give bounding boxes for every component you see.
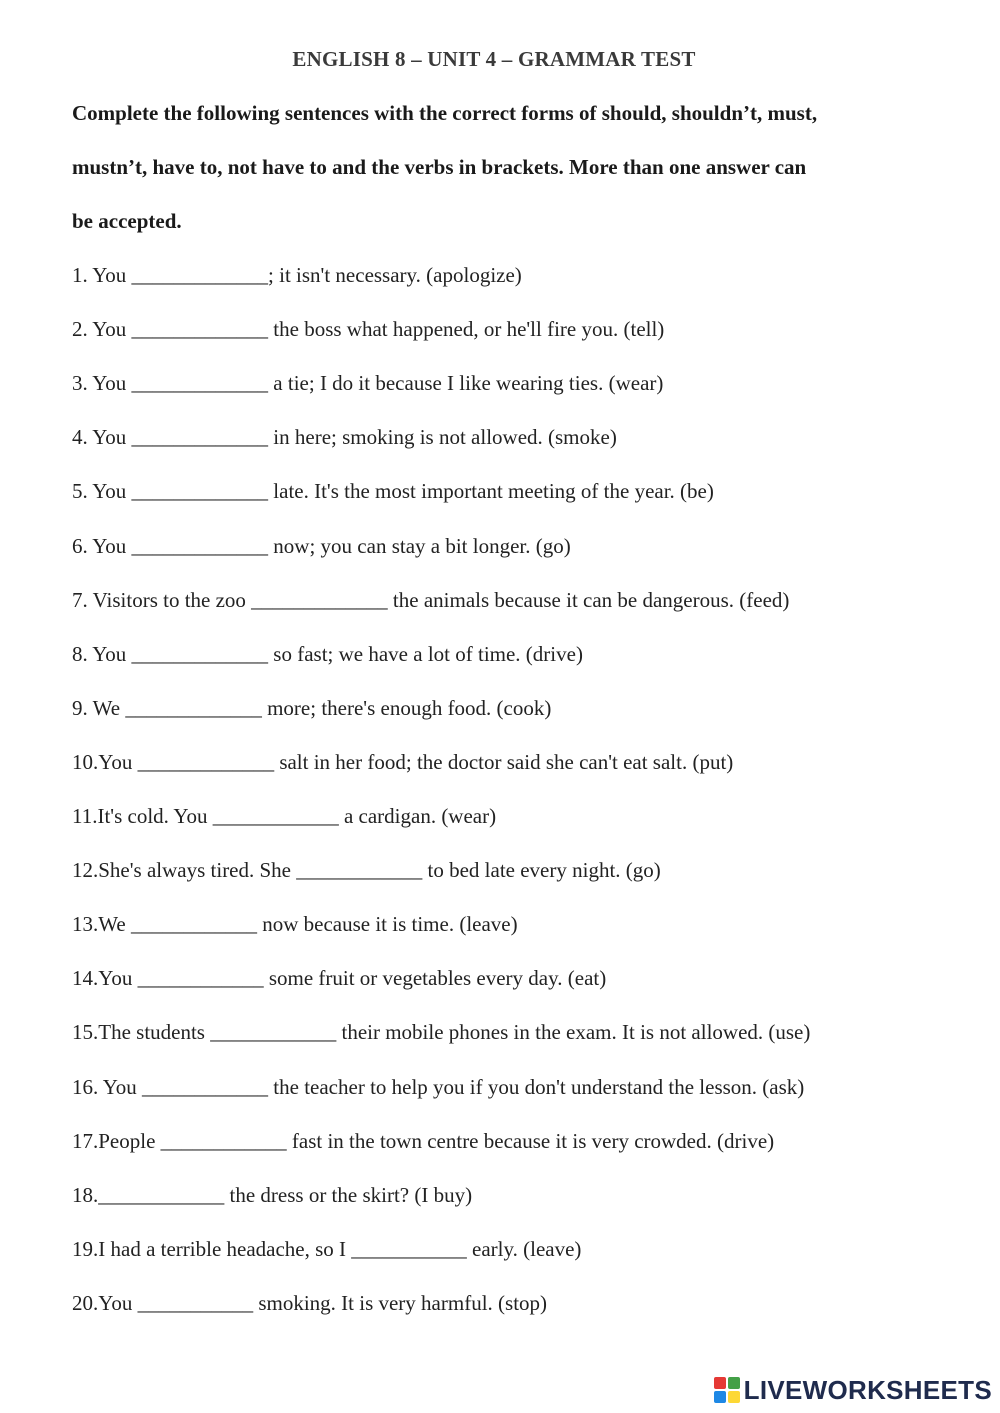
question-item	[72, 1075, 804, 1100]
question-text: You _____________ so fast; we have a lot of time. (drive)	[92, 642, 583, 666]
question-number: 1.	[72, 263, 93, 287]
question-number: 20.	[72, 1291, 99, 1315]
question-number: 18.	[72, 1183, 99, 1207]
question-item	[72, 912, 518, 937]
question-text: The students ____________ their mobile phones in the exam. It is not allowed. (use)	[98, 1020, 811, 1044]
question-item	[72, 804, 496, 829]
question-text: People ____________ fast in the town centre because it is very crowded. (drive)	[98, 1129, 775, 1153]
instruction-line-3: be accepted.	[72, 209, 182, 233]
question-item	[72, 588, 789, 613]
liveworksheets-logo	[714, 1373, 992, 1407]
question-item	[72, 642, 583, 667]
page-title: ENGLISH 8 – UNIT 4 – GRAMMAR TEST	[292, 47, 696, 71]
instruction-line-2: mustn’t, have to, not have to and the verbs in brackets. More than one answer can	[72, 155, 807, 179]
question-number: 15.	[72, 1020, 99, 1044]
question-item	[72, 1183, 472, 1208]
question-number: 2.	[72, 317, 93, 341]
question-text: You ____________ some fruit or vegetables every day. (eat)	[98, 966, 607, 990]
question-text: It's cold. You ____________ a cardigan. (wear)	[97, 804, 497, 828]
question-item	[72, 696, 551, 721]
question-number: 6.	[72, 534, 93, 558]
question-item	[72, 425, 617, 450]
question-number: 4.	[72, 425, 93, 449]
question-text: You _____________ late. It's the most important meeting of the year. (be)	[92, 479, 714, 503]
question-text: We _____________ more; there's enough food. (cook)	[92, 696, 552, 720]
question-item	[72, 966, 606, 991]
question-item	[72, 858, 661, 883]
question-text: You ____________ the teacher to help you if you don't understand the lesson. (ask)	[102, 1075, 805, 1099]
logo-text: LIVEWORKSHEETS	[743, 1374, 992, 1405]
question-item	[72, 1237, 581, 1262]
question-number: 17.	[72, 1129, 99, 1153]
question-number: 11.	[72, 804, 98, 828]
question-number: 13.	[72, 912, 99, 936]
question-number: 5.	[72, 479, 93, 503]
question-item	[72, 1291, 547, 1316]
question-text: We ____________ now because it is time. (leave)	[98, 912, 518, 936]
question-number: 10.	[72, 750, 99, 774]
question-item	[72, 317, 664, 342]
question-item	[72, 479, 714, 504]
question-item	[72, 1129, 774, 1154]
question-item	[72, 1020, 810, 1045]
question-text: You _____________ salt in her food; the doctor said she can't eat salt. (put)	[98, 750, 734, 774]
instruction-line-1: Complete the following sentences with the correct forms of should, shouldn’t, must,	[72, 101, 818, 125]
question-number: 7.	[72, 588, 93, 612]
question-number: 3.	[72, 371, 93, 395]
question-text: She's always tired. She ____________ to bed late every night. (go)	[98, 858, 661, 882]
question-number: 9.	[72, 696, 93, 720]
question-item	[72, 750, 733, 775]
question-item	[72, 534, 571, 559]
question-text: ____________ the dress or the skirt? (I buy)	[98, 1183, 473, 1207]
question-text: You _____________ the boss what happened, or he'll fire you. (tell)	[92, 317, 665, 341]
question-item	[72, 263, 522, 288]
liveworksheets-logo-icon	[714, 1377, 740, 1403]
question-number: 14.	[72, 966, 99, 990]
question-text: You _____________ now; you can stay a bit longer. (go)	[92, 534, 571, 558]
question-text: Visitors to the zoo _____________ the animals because it can be dangerous. (feed)	[92, 588, 790, 612]
question-text: I had a terrible headache, so I ___________ early. (leave)	[98, 1237, 582, 1261]
question-text: You ___________ smoking. It is very harmful. (stop)	[98, 1291, 548, 1315]
question-text: You _____________ in here; smoking is not allowed. (smoke)	[92, 425, 617, 449]
question-number: 12.	[72, 858, 99, 882]
question-text: You _____________ a tie; I do it because I like wearing ties. (wear)	[92, 371, 664, 395]
question-text: You _____________; it isn't necessary. (apologize)	[92, 263, 522, 287]
question-number: 19.	[72, 1237, 99, 1261]
question-item	[72, 371, 663, 396]
question-number: 16.	[72, 1075, 103, 1099]
question-number: 8.	[72, 642, 93, 666]
